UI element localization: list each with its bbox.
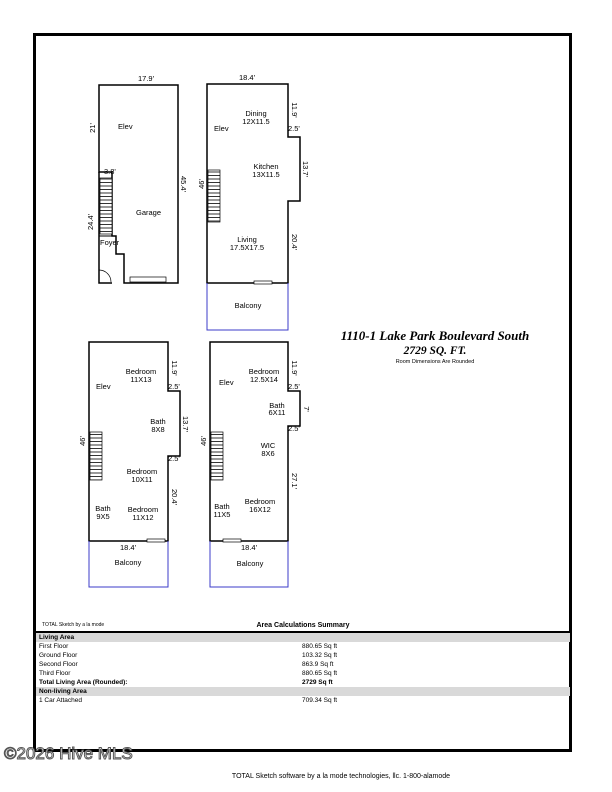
door-icon bbox=[254, 281, 272, 284]
stairs-icon bbox=[208, 170, 220, 222]
property-address-block bbox=[290, 328, 580, 365]
sketch-credit: TOTAL Sketch by a la mode bbox=[42, 622, 105, 628]
section-header-living bbox=[36, 633, 570, 642]
room-label: WIC bbox=[260, 441, 276, 450]
third-floor-plan bbox=[78, 342, 190, 587]
row-value: 863.9 Sq ft bbox=[302, 661, 334, 668]
door-icon bbox=[223, 539, 241, 542]
room-size: 17.5X17.5 bbox=[229, 243, 265, 252]
room-label: Balcony bbox=[114, 558, 142, 567]
dim-label: 11.9' bbox=[290, 360, 299, 376]
room-size: 8X6 bbox=[261, 449, 275, 458]
dim-label: 20.4' bbox=[290, 233, 299, 251]
dim-label: 46' bbox=[197, 179, 206, 189]
dim-label: 11.9' bbox=[290, 102, 299, 118]
stairs-icon bbox=[90, 432, 102, 480]
room-label: Elev bbox=[118, 122, 133, 131]
dim-label: 18.4' bbox=[119, 543, 137, 552]
row-label: Third Floor bbox=[39, 670, 71, 677]
room-label: Elev bbox=[214, 124, 229, 133]
dim-label: 2.5' bbox=[288, 424, 300, 433]
footer-credit: TOTAL Sketch software by a la mode technologies, llc. 1-800-alamode bbox=[231, 773, 451, 780]
summary-title: Area Calculations Summary bbox=[256, 622, 350, 629]
room-label: Living bbox=[237, 235, 257, 244]
table-row bbox=[36, 660, 570, 669]
room-label: Balcony bbox=[236, 559, 264, 568]
row-value: 880.65 Sq ft bbox=[302, 643, 338, 650]
room-label: Bath bbox=[214, 502, 230, 511]
room-size: 12.5X14 bbox=[250, 375, 278, 384]
total-row bbox=[36, 678, 570, 687]
table-row bbox=[36, 669, 570, 678]
row-label: Ground Floor bbox=[39, 652, 78, 659]
room-label: Elev bbox=[96, 382, 111, 391]
section-header-nonliving bbox=[36, 687, 570, 696]
table-row bbox=[36, 651, 570, 660]
room-label: Bedroom bbox=[126, 467, 158, 476]
row-label: First Floor bbox=[39, 643, 69, 650]
table-row bbox=[36, 642, 570, 651]
room-size: 9X5 bbox=[96, 512, 110, 521]
row-label: Second Floor bbox=[39, 661, 78, 668]
dim-label: 46' bbox=[78, 436, 87, 446]
dim-label: 20.4' bbox=[170, 488, 179, 506]
total-value: 2729 Sq ft bbox=[302, 679, 333, 686]
room-size: 11X5 bbox=[213, 510, 231, 519]
room-label: Balcony bbox=[234, 301, 262, 310]
room-label: Bedroom bbox=[244, 497, 276, 506]
dim-label: 27.1' bbox=[290, 472, 299, 490]
room-label: Kitchen bbox=[253, 162, 279, 171]
total-label: Total Living Area (Rounded): bbox=[39, 679, 128, 686]
first-floor-plan bbox=[86, 74, 188, 283]
room-size: 10X11 bbox=[131, 475, 153, 484]
dim-label: 45.4' bbox=[179, 175, 188, 193]
room-size: 8X8 bbox=[151, 425, 165, 434]
dim-label: 2.5' bbox=[288, 124, 300, 133]
rounding-note: Room Dimensions Are Rounded bbox=[395, 359, 475, 365]
room-label: Foyer bbox=[100, 238, 120, 247]
room-size: 12X11.5 bbox=[242, 117, 270, 126]
row-value: 709.34 Sq ft bbox=[302, 697, 338, 704]
room-label: Bedroom bbox=[125, 367, 157, 376]
room-label: Bedroom bbox=[248, 367, 280, 376]
dim-label: 18.4' bbox=[240, 543, 258, 552]
dim-label: 46' bbox=[199, 436, 208, 446]
section-label: Living Area bbox=[39, 634, 75, 641]
second-floor-plan bbox=[197, 73, 310, 330]
room-size: 16X12 bbox=[249, 505, 271, 514]
dim-label: 17.9' bbox=[138, 74, 155, 83]
garage-door-icon bbox=[130, 277, 166, 282]
room-label: Elev bbox=[219, 378, 234, 387]
dim-label: 13.7' bbox=[181, 415, 190, 433]
door-icon bbox=[147, 539, 165, 542]
dim-label: 13.7' bbox=[301, 160, 310, 178]
room-label: Bath bbox=[95, 504, 111, 513]
room-label: Garage bbox=[136, 208, 162, 217]
stairs-icon bbox=[211, 432, 223, 480]
room-size: 13X11.5 bbox=[252, 170, 280, 179]
room-size: 11X12 bbox=[132, 513, 154, 522]
door-swing-icon bbox=[99, 270, 111, 282]
room-label: Bath bbox=[269, 401, 285, 410]
section-label: Non-living Area bbox=[39, 688, 87, 695]
room-label: Bath bbox=[150, 417, 166, 426]
dim-label: 2.5' bbox=[288, 382, 300, 391]
stairs-icon bbox=[100, 178, 112, 234]
row-value: 880.65 Sq ft bbox=[302, 670, 338, 677]
property-sqft: 2729 SQ. FT. bbox=[403, 345, 467, 357]
dim-label: 7' bbox=[302, 406, 311, 412]
dim-label: 2.5' bbox=[168, 454, 180, 463]
fourth-floor-plan bbox=[199, 342, 311, 587]
mls-watermark: ©2026 Hive MLS bbox=[4, 744, 133, 763]
row-label: 1 Car Attached bbox=[39, 697, 82, 704]
area-summary-table bbox=[36, 631, 570, 705]
property-address: 1110-1 Lake Park Boulevard South bbox=[340, 328, 530, 343]
dim-label: 2.5' bbox=[168, 382, 180, 391]
room-size: 11X13 bbox=[130, 375, 152, 384]
room-label: Bedroom bbox=[127, 505, 159, 514]
room-label: Dining bbox=[245, 109, 267, 118]
row-value: 103.32 Sq ft bbox=[302, 652, 338, 659]
dim-label: 24.4' bbox=[86, 213, 95, 231]
dim-label: 21' bbox=[88, 123, 97, 133]
dim-label: 3.8' bbox=[104, 167, 116, 176]
room-size: 6X11 bbox=[268, 408, 286, 417]
dim-label: 18.4' bbox=[239, 73, 256, 82]
table-row bbox=[36, 696, 570, 705]
dim-label: 11.9' bbox=[170, 360, 179, 376]
